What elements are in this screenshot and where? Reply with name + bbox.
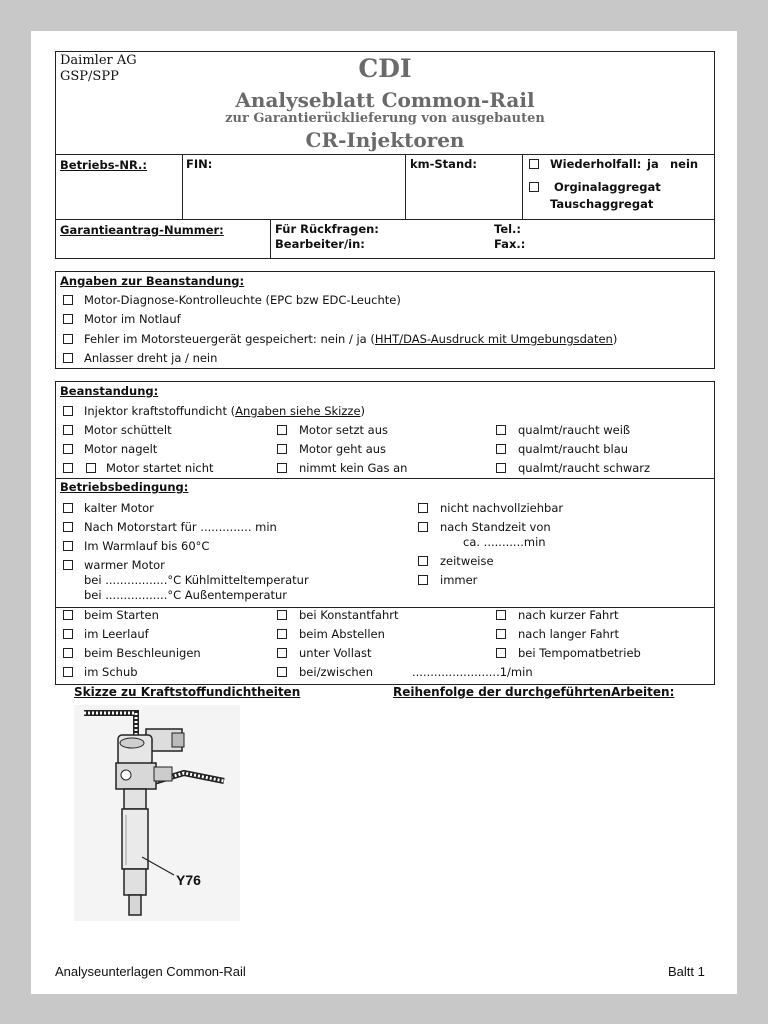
wiederholfall-checkbox[interactable] xyxy=(529,159,539,169)
beanstandung-checkbox-undicht[interactable] xyxy=(63,406,73,416)
fax-label: Fax.: xyxy=(494,237,526,251)
angaben-item-3: Fehler im Motorsteuergerät gespeichert: nein / ja (HHT/DAS-Ausdruck mit Umgebungsdaten) xyxy=(84,332,618,346)
checkbox-bei-zwischen[interactable] xyxy=(277,667,287,677)
checkbox-raucht-weiss[interactable] xyxy=(496,425,506,435)
label-zeitweise: zeitweise xyxy=(440,554,494,568)
betriebsbedingung-heading: Betriebsbedingung: xyxy=(60,480,189,494)
label-kuehlmitteltemperatur: bei .................°C Kühlmitteltemperatur xyxy=(84,573,309,587)
checkbox-motor-startet-nicht-a[interactable] xyxy=(63,463,73,473)
label-lange-fahrt: nach langer Fahrt xyxy=(518,627,620,641)
tel-label: Tel.: xyxy=(494,222,522,236)
label-raucht-blau: qualmt/raucht blau xyxy=(518,442,629,456)
label-raucht-weiss: qualmt/raucht weiß xyxy=(518,423,631,437)
label-konstantfahrt: bei Konstantfahrt xyxy=(299,608,399,622)
checkbox-standzeit[interactable] xyxy=(418,522,428,532)
title-cdi: CDI xyxy=(358,54,412,83)
orginalaggregat-label: Orginalaggregat xyxy=(554,180,661,194)
title-analyseblatt: Analyseblatt Common-Rail xyxy=(235,88,535,112)
wiederholfall-label: Wiederholfall: xyxy=(550,157,642,171)
checkbox-konstantfahrt[interactable] xyxy=(277,610,287,620)
checkbox-im-leerlauf[interactable] xyxy=(63,629,73,639)
garantieantrag-label: Garantieantrag-Nummer: xyxy=(60,223,224,237)
checkbox-motor-setzt-aus[interactable] xyxy=(277,425,287,435)
checkbox-beim-starten[interactable] xyxy=(63,610,73,620)
injector-sketch xyxy=(74,705,240,921)
checkbox-kalter-motor[interactable] xyxy=(63,503,73,513)
checkbox-tempomat[interactable] xyxy=(496,648,506,658)
checkbox-nimmt-kein-gas[interactable] xyxy=(277,463,287,473)
company-name: Daimler AG xyxy=(60,53,137,68)
label-beim-starten: beim Starten xyxy=(84,608,159,622)
form-page xyxy=(31,31,737,994)
checkbox-warmlauf[interactable] xyxy=(63,541,73,551)
label-nimmt-kein-gas: nimmt kein Gas an xyxy=(299,461,408,475)
injector-drawing xyxy=(74,705,240,921)
checkbox-warmer-motor[interactable] xyxy=(63,560,73,570)
title-subtitle: zur Garantierücklieferung von ausgebauten xyxy=(225,111,545,126)
checkbox-raucht-schwarz[interactable] xyxy=(496,463,506,473)
info-table xyxy=(55,154,715,259)
tauschaggregat-label: Tauschaggregat xyxy=(550,197,654,211)
angaben-checkbox-1[interactable] xyxy=(63,295,73,305)
fin-label: FIN: xyxy=(186,157,213,171)
label-motor-setzt-aus: Motor setzt aus xyxy=(299,423,388,437)
label-im-schub: im Schub xyxy=(84,665,138,679)
checkbox-lange-fahrt[interactable] xyxy=(496,629,506,639)
label-standzeit: nach Standzeit von xyxy=(440,520,551,534)
angaben-item-4: Anlasser dreht ja / nein xyxy=(84,351,218,365)
betriebs-nr-label: Betriebs-NR.: xyxy=(60,158,147,172)
label-kalter-motor: kalter Motor xyxy=(84,501,154,515)
checkbox-immer[interactable] xyxy=(418,575,428,585)
checkbox-nach-motorstart[interactable] xyxy=(63,522,73,532)
angaben-item-2: Motor im Notlauf xyxy=(84,312,181,326)
beanstandung-heading: Beanstandung: xyxy=(60,384,159,398)
angaben-checkbox-3[interactable] xyxy=(63,334,73,344)
skizze-heading: Skizze zu Kraftstoffundichtheiten xyxy=(74,685,301,699)
label-motor-nagelt: Motor nagelt xyxy=(84,442,158,456)
label-motor-startet-nicht: Motor startet nicht xyxy=(106,461,214,475)
label-unter-vollast: unter Vollast xyxy=(299,646,372,660)
header-box xyxy=(55,51,715,155)
angaben-heading: Angaben zur Beanstandung: xyxy=(60,274,245,288)
checkbox-motor-schuettelt[interactable] xyxy=(63,425,73,435)
orginalaggregat-checkbox[interactable] xyxy=(529,182,539,192)
checkbox-motor-geht-aus[interactable] xyxy=(277,444,287,454)
label-tempomat: bei Tempomatbetrieb xyxy=(518,646,641,660)
label-immer: immer xyxy=(440,573,478,587)
checkbox-im-schub[interactable] xyxy=(63,667,73,677)
checkbox-zeitweise[interactable] xyxy=(418,556,428,566)
angaben-checkbox-2[interactable] xyxy=(63,314,73,324)
label-beim-abstellen: beim Abstellen xyxy=(299,627,385,641)
checkbox-kurze-fahrt[interactable] xyxy=(496,610,506,620)
label-warmlauf: Im Warmlauf bis 60°C xyxy=(84,539,210,553)
bearbeiter-label: Bearbeiter/in: xyxy=(275,237,365,251)
label-nach-motorstart: Nach Motorstart für .............. min xyxy=(84,520,277,534)
company-department: GSP/SPP xyxy=(60,69,119,84)
label-bei-zwischen: bei/zwischen xyxy=(299,665,374,679)
label-rpm: ........................1/min xyxy=(412,665,533,679)
label-raucht-schwarz: qualmt/raucht schwarz xyxy=(518,461,651,475)
checkbox-beim-abstellen[interactable] xyxy=(277,629,287,639)
checkbox-beim-beschleunigen[interactable] xyxy=(63,648,73,658)
wiederholfall-ja[interactable]: ja xyxy=(647,157,659,171)
title-injektoren: CR-Injektoren xyxy=(305,128,465,152)
label-beim-beschleunigen: beim Beschleunigen xyxy=(84,646,201,660)
beanstandung-undicht: Injektor kraftstoffundicht (Angaben siehe Skizze) xyxy=(84,404,366,418)
checkbox-raucht-blau[interactable] xyxy=(496,444,506,454)
rueckfragen-label: Für Rückfragen: xyxy=(275,222,379,236)
label-motor-schuettelt: Motor schüttelt xyxy=(84,423,172,437)
label-nicht-nachvollziehbar: nicht nachvollziehbar xyxy=(440,501,564,515)
checkbox-motor-nagelt[interactable] xyxy=(63,444,73,454)
checkbox-nicht-nachvollziehbar[interactable] xyxy=(418,503,428,513)
checkbox-unter-vollast[interactable] xyxy=(277,648,287,658)
label-im-leerlauf: im Leerlauf xyxy=(84,627,149,641)
wiederholfall-nein[interactable]: nein xyxy=(670,157,699,171)
footer-right: Baltt 1 xyxy=(668,964,705,979)
label-warmer-motor: warmer Motor xyxy=(84,558,165,572)
checkbox-motor-startet-nicht-b[interactable] xyxy=(86,463,96,473)
y76-label: Y76 xyxy=(176,872,201,888)
reihenfolge-heading: Reihenfolge der durchgeführtenArbeiten: xyxy=(393,685,675,699)
label-aussentemperatur: bei .................°C Außentemperatur xyxy=(84,588,288,602)
label-kurze-fahrt: nach kurzer Fahrt xyxy=(518,608,619,622)
angaben-item-1: Motor-Diagnose-Kontrolleuchte (EPC bzw EDC-Leuchte) xyxy=(84,293,401,307)
beanstandung-section xyxy=(55,381,715,685)
label-standzeit-min: ca. ...........min xyxy=(463,535,546,549)
footer-left: Analyseunterlagen Common-Rail xyxy=(55,964,246,979)
angaben-section xyxy=(55,271,715,369)
angaben-checkbox-4[interactable] xyxy=(63,353,73,363)
km-stand-label: km-Stand: xyxy=(410,157,477,171)
label-motor-geht-aus: Motor geht aus xyxy=(299,442,387,456)
